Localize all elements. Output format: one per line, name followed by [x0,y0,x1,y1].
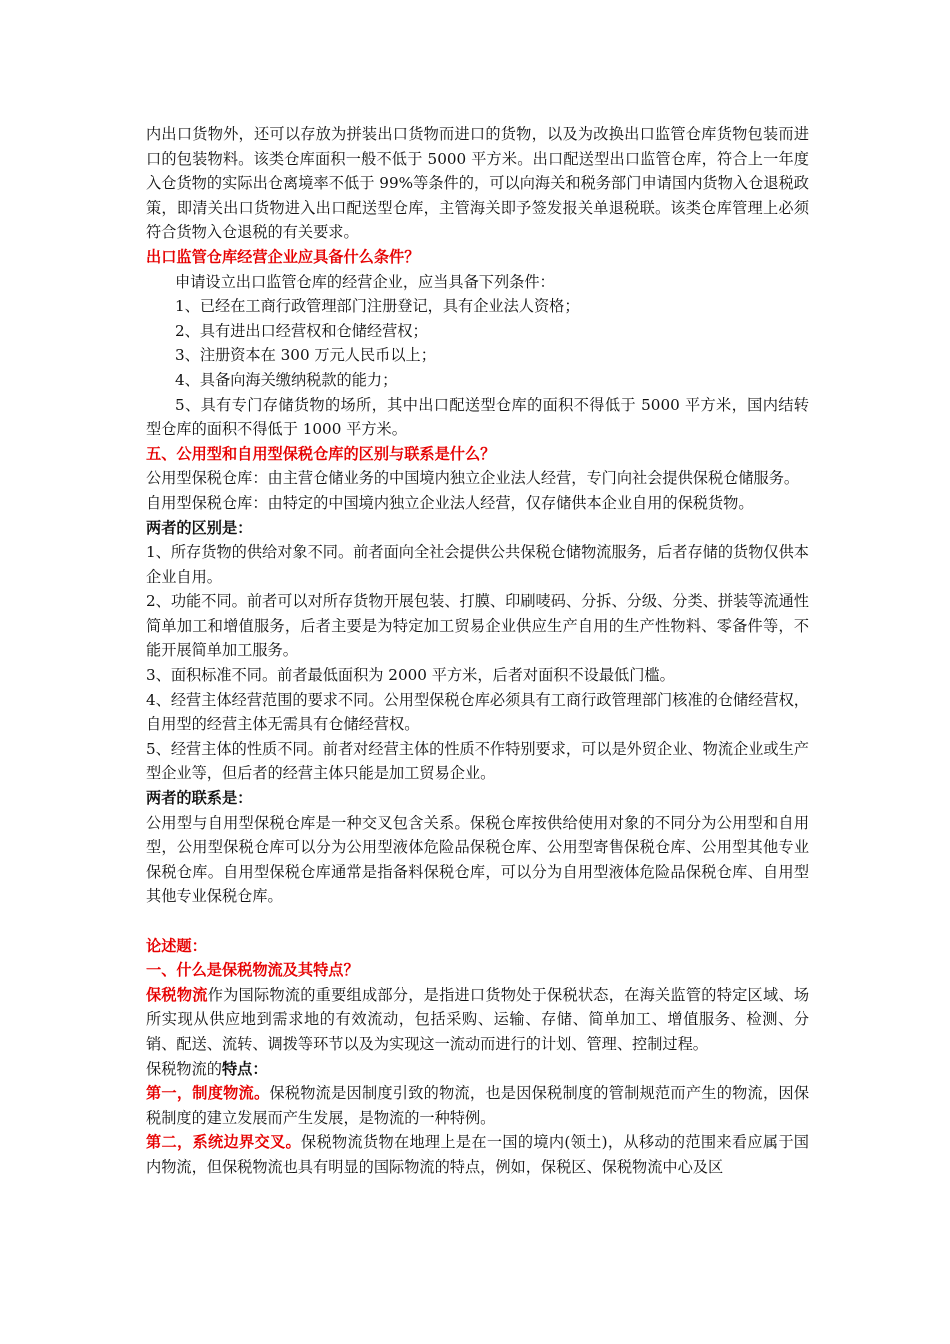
list-item: 4、经营主体经营范围的要求不同。公用型保税仓库必须具有工商行政管理部门核准的仓储经营权，自用型的经营主体无需具有仓储经营权。 [146,690,809,734]
list-item: 5、经营主体的性质不同。前者对经营主体的性质不作特别要求，可以是外贸企业、物流企业或生产型企业等，但后者的经营主体只能是加工贸易企业。 [146,739,809,783]
list-item: 1、所存货物的供给对象不同。前者面向全社会提供公共保税仓储物流服务，后者存储的货物仅供本企业自用。 [146,543,809,586]
paragraph-text: 保税物流货物在地理上是在一国的境内(领土)，从移动的范围来看应属于国内物流，但保税物流也具有明显的国际物流的特点，例如，保税区、保税物流中心及区 [146,1133,809,1176]
list-item: 5、具有专门存储货物的场所，其中出口配送型仓库的面积不得低于 5000 平方米，国内结转型仓库的面积不得低于 1000 平方米。 [146,395,809,439]
section-heading: 一、什么是保税物流及其特点？ [146,961,359,980]
list-item: 3、注册资本在 300 万元人民币以上； [175,346,436,365]
paragraph: 申请设立出口监管仓库的经营企业，应当具备下列条件： [175,272,555,291]
list-item: 3、面积标准不同。前者最低面积为 2000 平方米，后者对面积不设最低门槛。 [146,666,675,685]
list-item: 1、已经在工商行政管理部门注册登记，具有企业法人资格； [175,297,580,316]
term-highlight: 第二，系统边界交叉。 [146,1133,301,1152]
paragraph-text: 保税物流是因制度引致的物流，也是因保税制度的管制规范而产生的物流，因保税制度的建立发展而产生发展，是物流的一种特例。 [146,1084,810,1127]
paragraph-text: 作为国际物流的重要组成部分，是指进口货物处于保税状态，在海关监管的特定区域、场所实现从供应地到需求地的有效流动，包括采购、运输、存储、简单加工、增值服务、检测、分销、配送、流转、调拨等环节以及为实现这一流动而进行的计划、管理、控制过程。 [146,985,810,1053]
list-item: 4、具备向海关缴纳税款的能力； [175,370,398,389]
paragraph: 自用型保税仓库：由特定的中国境内独立企业法人经营，仅存储供本企业自用的保税货物。 [146,493,754,512]
paragraph [146,1081,809,1130]
paragraph: 公用型与自用型保税仓库是一种交叉包含关系。保税仓库按供给使用对象的不同分为公用型和自用型，公用型保税仓库可以分为公用型液体危险品保税仓库、公用型寄售保税仓库、公用型其他专业保税仓库。自用型保税仓库通常是指备料保税仓库，可以分为自用型液体危险品保税仓库、自用型其他专业保税仓库。 [146,813,809,906]
paragraph [146,1057,809,1082]
list-item: 2、功能不同。前者可以对所存货物开展包装、打膜、印刷唛码、分拆、分级、分类、拼装等流通性简单加工和增值服务，后者主要是为特定加工贸易企业供应生产自用的生产性物料、零备件等，不能开展简单加工服务。 [146,592,809,660]
list-item: 2、具有进出口经营权和仓储经营权； [175,321,428,340]
paragraph-text: 保税物流的 [146,1059,222,1078]
subheading: 两者的区别是： [146,518,253,537]
section-heading: 出口监管仓库经营企业应具备什么条件？ [146,247,420,266]
subheading: 两者的联系是： [146,789,253,808]
bold-term: 特点： [221,1059,268,1078]
paragraph [146,1130,809,1179]
paragraph [146,983,809,1057]
section-heading: 论述题： [146,936,207,955]
paragraph: 公用型保税仓库：由主营仓储业务的中国境内独立企业法人经营，专门向社会提供保税仓储服务。 [146,469,800,488]
section-heading: 五、公用型和自用型保税仓库的区别与联系是什么？ [146,444,496,463]
document-page [146,122,809,1180]
term-highlight: 保税物流 [146,985,208,1004]
paragraph: 内出口货物外，还可以存放为拼装出口货物而进口的货物，以及为改换出口监管仓库货物包装而进口的包装物料。该类仓库面积一般不低于 5000 平方米。出口配送型出口监管仓库，符合上一年度入仓货物的实际出仓离境率不低于 99%等条件的，可以向海关和税务部门申请国内货物入仓退税政策，即清关出口货物进入出口配送型仓库，主管海关即予签发报关单退税联。该类仓库管理上必须符合货物入仓退税的有关要求。 [146,125,809,242]
blank-line [146,909,809,934]
term-highlight: 第一，制度物流。 [146,1084,270,1103]
